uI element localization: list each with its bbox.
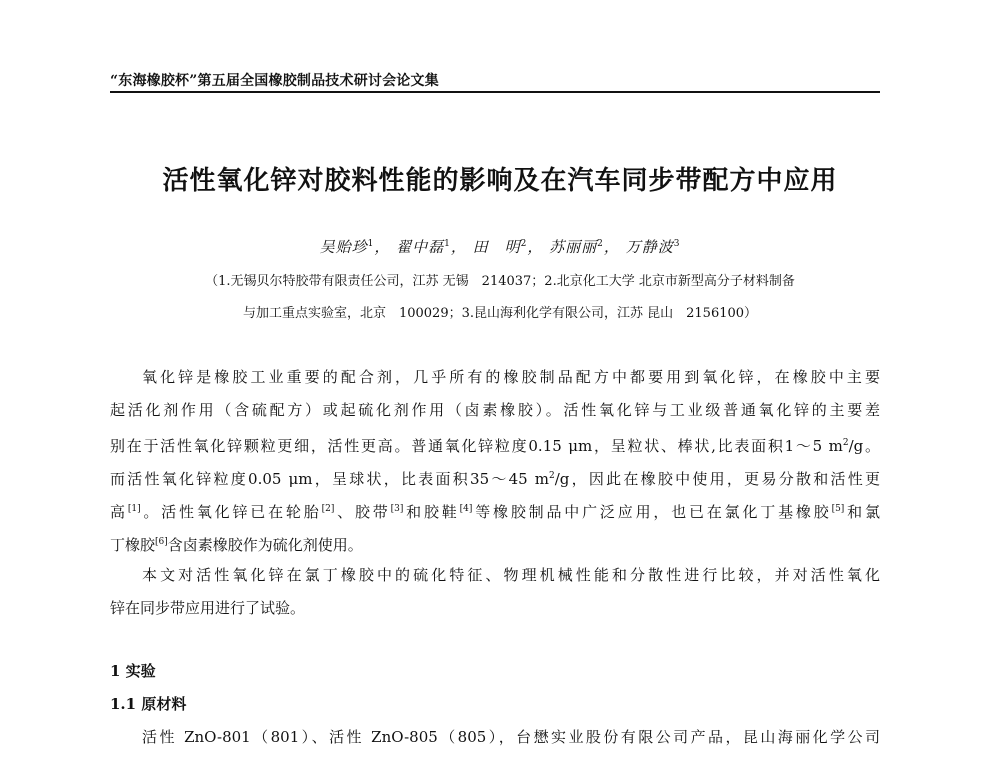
citation-ref: [5]: [831, 504, 845, 514]
text-run: 而活性氧化锌粒度0.05 μm，呈球状，比表面积35～45 m: [110, 470, 549, 488]
body-text-line: 锌在同步带应用进行了试验。: [110, 599, 306, 617]
text-run: 丁橡胶: [110, 536, 156, 554]
text-run: 和氯: [844, 503, 880, 521]
superscript: 2: [548, 471, 555, 481]
citation-ref: [3]: [390, 504, 404, 514]
author-affil-mark: 1: [444, 239, 451, 249]
body-text-line: [110, 433, 880, 456]
text-run: 等橡胶制品中广泛应用，也已在氯化丁基橡胶: [472, 503, 832, 521]
text-run: 。活性氧化锌已在轮胎: [140, 503, 322, 521]
citation-ref: [6]: [155, 537, 168, 547]
body-text-line: 本文对活性氧化锌在氯丁橡胶中的硫化特征、物理机械性能和分散性进行比较，并对活性氧化: [142, 566, 880, 584]
text-run: 、胶带: [334, 503, 391, 521]
text-run: 别在于活性氧化锌颗粒更细，活性更高。普通氧化锌粒度0.15 μm，呈粒状、棒状,比表面积1～5 m: [110, 437, 843, 455]
author-affil-mark: 2: [597, 239, 604, 249]
text-run: 含卤素橡胶作为硫化剂使用。: [167, 536, 363, 554]
author-affil-mark: 3: [673, 239, 681, 249]
header-rule: [110, 91, 880, 93]
citation-ref: [1]: [127, 504, 141, 514]
paper-title: 活性氧化锌对胶料性能的影响及在汽车同步带配方中应用: [162, 166, 838, 196]
citation-ref: [4]: [459, 504, 473, 514]
author-name: 吴贻珍: [319, 238, 368, 256]
affiliation-line: （1.无锡贝尔特胶带有限责任公司，江苏 无锡 214037；2.北京化工大学 北京市新型高分子材料制备: [205, 274, 795, 289]
author-name: 苏丽丽: [549, 238, 598, 256]
affiliation-line: 与加工重点实验室，北京 100029；3.昆山海利化学有限公司，江苏 昆山 2156100）: [242, 306, 758, 321]
superscript: 2: [842, 438, 849, 448]
author-affil-mark: 1: [367, 239, 375, 249]
section-heading: 1 实验: [110, 662, 156, 680]
body-text-line: [110, 532, 880, 555]
body-text-line: [110, 466, 880, 489]
author-name: 田 明: [472, 238, 521, 256]
author-affil-mark: 2: [520, 239, 528, 249]
author-name: 万静波: [625, 238, 674, 256]
body-text-line: [110, 499, 880, 522]
body-text-line: 起活化剂作用（含硫配方）或起硫化剂作用（卤素橡胶）。活性氧化锌与工业级普通氧化锌的主要差: [110, 401, 880, 419]
text-run: 高: [110, 503, 128, 521]
text-run: /g，因此在橡胶中使用，更易分散和活性更: [554, 470, 880, 488]
author-name: 翟中磊: [396, 238, 445, 256]
citation-ref: [2]: [321, 504, 335, 514]
running-header: “东海橡胶杯”第五届全国橡胶制品技术研讨会论文集: [110, 73, 439, 89]
text-run: 和胶鞋: [403, 503, 460, 521]
body-text-line: 氧化锌是橡胶工业重要的配合剂，几乎所有的橡胶制品配方中都要用到氧化锌，在橡胶中主要: [142, 368, 880, 386]
body-text-line: 活性 ZnO-801（801）、活性 ZnO-805（805），台懋实业股份有限公司产品，昆山海丽化学公司: [142, 728, 880, 746]
subsection-heading: 1.1 原材料: [110, 695, 187, 713]
text-run: /g。: [848, 437, 881, 455]
author-list: 吴贻珍$^1$， 翟中磊$^1$， 田 明$^2$， 苏丽丽$^2$， 万静波$^3$: [319, 238, 681, 256]
